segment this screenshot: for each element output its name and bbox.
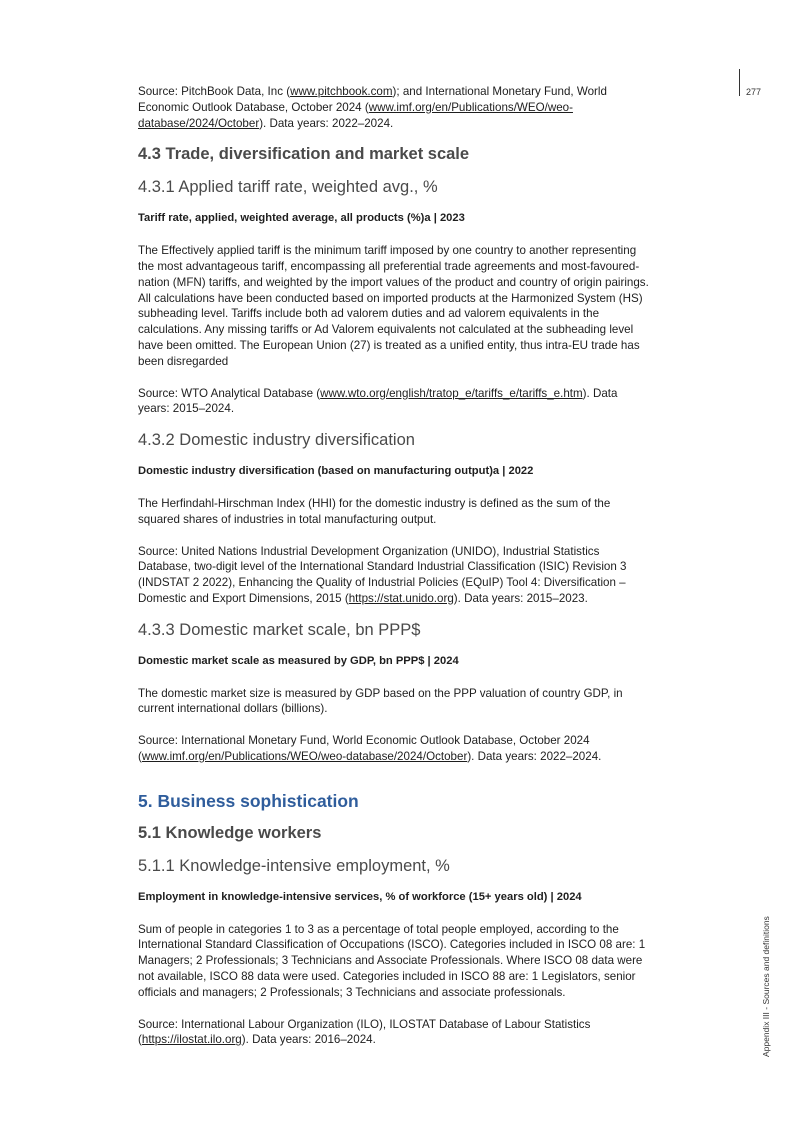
imf-weo-link[interactable]: www.imf.org/en/Publications/WEO/weo-database/2024/October (138, 100, 573, 130)
source-5-1-1: Source: International Labour Organization (ILO), ILOSTAT Database of Labour Statistics (https://ilostat.ilo.org). Data years: 2016–2024. (138, 1017, 591, 1047)
indicator-title-4-3-2: Domestic industry diversification (based on manufacturing output)a | 2022 (138, 465, 534, 478)
source-4-3-2: Source: United Nations Industrial Development Organization (UNIDO), Industrial Statistics Database, two-digit level of the International Standard Industrial Classification (ISIC) Revision 3 (INDSTAT 2 2022), Enhancing the Quality of Industrial Policies (EQuIP) Tool 4: Diversification – Domestic and Export Dimensions, 2015 (https://stat.unido.org). Data years: 2015–2023. (138, 544, 627, 605)
subsection-heading-4-3-2: 4.3.2 Domestic industry diversification (138, 431, 415, 450)
page-number: 277 (746, 87, 762, 97)
pitchbook-link[interactable]: www.pitchbook.com (290, 85, 393, 98)
source-paragraph-previous: Source: PitchBook Data, Inc (www.pitchbook.com); and International Monetary Fund, World Economic Outlook Database, October 2024 (www.imf.org/en/Publications/WEO/weo-database/2024/October). Data years: 2022–2024. (138, 85, 607, 130)
subsection-heading-4-3-3: 4.3.3 Domestic market scale, bn PPP$ (138, 620, 421, 639)
source-4-3-3: Source: International Monetary Fund, World Economic Outlook Database, October 2024 (www.imf.org/en/Publications/WEO/weo-database/2024/October). Data years: 2022–2024. (138, 734, 602, 763)
indicator-title-4-3-1: Tariff rate, applied, weighted average, all products (%)a | 2023 (138, 212, 465, 225)
source-4-3-1: Source: WTO Analytical Database (www.wto.org/english/tratop_e/tariffs_e/tariffs_e.htm). Data years: 2015–2024. (138, 386, 618, 416)
section-heading-4-3: 4.3 Trade, diversification and market scale (138, 145, 470, 164)
ilostat-link[interactable]: https://ilostat.ilo.org (141, 1033, 242, 1047)
subsection-heading-5-1-1: 5.1.1 Knowledge-intensive employment, % (138, 856, 450, 875)
description-5-1-1: Sum of people in categories 1 to 3 as a percentage of total people employed, according to the International Standard Classification of Occupations (ISCO). Categories included in ISCO 08 are: 1 Managers; 2 Professionals; 3 Technicians and Associate Professionals. Where ISCO 08 data were not available, ISCO 88 data were used. Categories included in ISCO 88 are: 1 Legislators, senior officials and managers; 2 Professionals; 3 Technicians and associate professionals. (138, 922, 646, 999)
description-4-3-1: The Effectively applied tariff is the minimum tariff imposed by one country to another representing the most advantageous tariff, encompassing all preferential trade agreements and most-favoured-nation (MFN) tariffs, and weighted by the import values of the product and country of origin pairings. All calculations have been conducted based on imported products at the Harmonized System (HS) subheading level. Tariffs include both ad valorem duties and ad valorem equivalents in the calculations. Any missing tariffs or Ad Valorem equivalents not calculated at the subheading level have been omitted. The European Union (27) is treated as a unified entity, thus intra-EU trade has been disregarded (138, 244, 649, 368)
description-4-3-2: The Herfindahl-Hirschman Index (HHI) for the domestic industry is defined as the sum of the squared shares of industries in total manufacturing output. (138, 496, 611, 526)
subsection-heading-4-3-1: 4.3.1 Applied tariff rate, weighted avg., % (138, 178, 438, 197)
pillar-heading-5: 5. Business sophistication (138, 790, 359, 811)
page-content (138, 84, 650, 1062)
section-heading-5-1: 5.1 Knowledge workers (138, 823, 322, 842)
unido-link[interactable]: https://stat.unido.org (348, 591, 454, 605)
indicator-title-5-1-1: Employment in knowledge-intensive services, % of workforce (15+ years old) | 2024 (138, 890, 582, 903)
wto-link[interactable]: www.wto.org/english/tratop_e/tariffs_e/tariffs_e.htm (320, 386, 583, 400)
indicator-title-4-3-3: Domestic market scale as measured by GDP, bn PPP$ | 2024 (138, 654, 459, 667)
description-4-3-3: The domestic market size is measured by GDP based on the PPP valuation of country GDP, in current international dollars (billions). (138, 686, 623, 716)
imf-weo-link-2[interactable]: www.imf.org/en/Publications/WEO/weo-database/2024/October (141, 749, 468, 763)
side-section-label: Appendix III - Sources and definitions (761, 916, 771, 1057)
page-number-rule (739, 69, 740, 96)
